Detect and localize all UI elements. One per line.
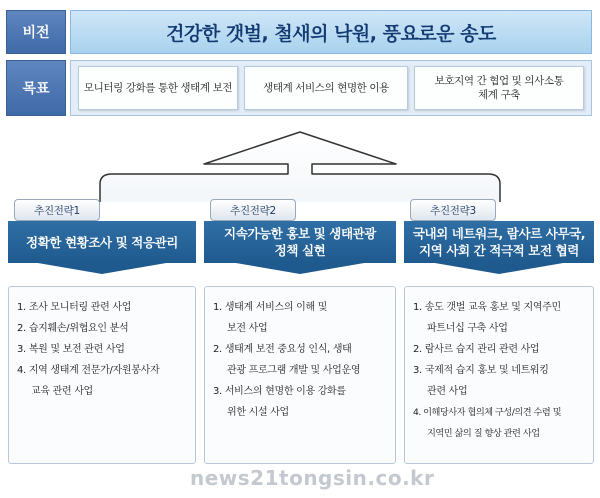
strategy-2-item: 3. 서비스의 현명한 이용 강화를 [213,386,346,397]
strategy-1-item: 3. 복원 및 보전 관련 사업 [17,344,125,355]
vision-statement: 건강한 갯벌, 철새의 낙원, 풍요로운 송도 [70,10,592,54]
strategy-1-item: 1. 조사 모니터링 관련 사업 [17,302,132,313]
strategy-2-item: 1. 생태계 서비스의 이해 및 [213,302,328,313]
strategy-3-item: 2. 람사르 습지 관리 관련 사업 [413,344,540,355]
goal-item-1: 모니터링 강화를 통한 생태계 보전 [78,66,238,110]
strategy-2-list [204,286,396,464]
strategy-3-tab: 추진전략3 [410,199,496,221]
strategy-2-title: 지속가능한 홍보 및 생태관광 정책 실현 [204,221,396,263]
strategy-1-list [8,286,196,464]
strategy-3-item: 파트너십 구축 사업 [427,323,508,334]
strategy-3-item: 1. 송도 갯벌 교육 홍보 및 지역주민 [413,302,561,313]
vision-label: 비전 [6,10,66,54]
strategy-3-item: 관련 사업 [427,386,468,397]
strategy-1-tab: 추진전략1 [14,199,100,221]
strategy-3-title: 국내외 네트워크, 람사르 사무국, 지역 사회 간 적극적 보전 협력 [404,221,594,263]
strategy-1-item: 교육 관련 사업 [31,386,93,397]
strategy-2-item: 2. 생태계 보전 중요성 인식, 생태 [213,344,352,355]
strategy-3-chevron [429,262,569,274]
strategy-3-list [404,286,594,464]
strategy-2-item: 관광 프로그램 개발 및 사업운영 [227,365,361,376]
strategy-3-item: 3. 국제적 습지 홍보 및 네트워킹 [413,365,549,376]
strategy-1-chevron [32,262,172,274]
strategy-2-chevron [230,262,370,274]
strategy-3-item: 4. 이해당사자 협의체 구성/의견 수렴 및 [413,407,562,418]
strategy-2-tab: 추진전략2 [210,199,296,221]
goal-label: 목표 [6,60,66,116]
watermark: news21tongsin.co.kr [190,466,435,490]
upward-arrow-icon [0,118,600,208]
strategy-2-item: 보전 사업 [227,323,268,334]
strategy-1-item: 4. 지역 생태계 전문가/자원봉사자 [17,365,160,376]
strategy-2-item: 위한 시설 사업 [227,407,289,418]
goal-item-2: 생태계 서비스의 현명한 이용 [244,66,408,110]
goal-item-3: 보호지역 간 협업 및 의사소통 체계 구축 [414,66,584,110]
strategy-1-item: 2. 습지훼손/위협요인 분석 [17,323,129,334]
strategy-3-item: 지역민 삶의 질 향상 관련 사업 [427,428,540,439]
strategy-1-title: 정확한 현황조사 및 적응관리 [8,221,196,263]
